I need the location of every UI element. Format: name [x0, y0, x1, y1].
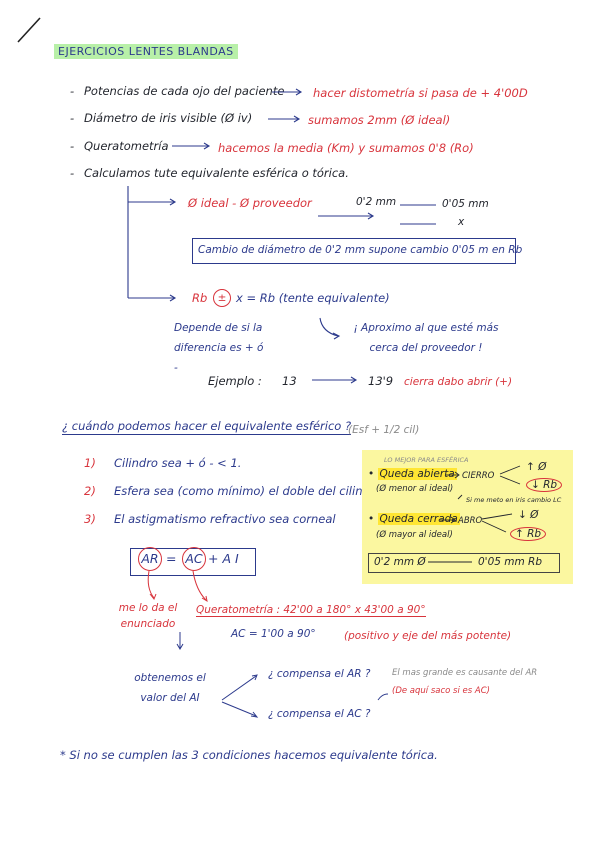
astig-ac-line: AC = 1'00 a 90°	[231, 628, 316, 640]
ratio-top-right: 0'05 mm	[442, 198, 489, 210]
diameter-formula: Ø ideal - Ø proveedor	[188, 196, 312, 210]
astig-ac-note: (positivo y eje del más potente)	[344, 630, 512, 642]
ratio-top-left: 0'2 mm	[356, 196, 397, 208]
note-open-sub: (Ø menor al ideal)	[376, 484, 454, 494]
condition-number: 2)	[84, 484, 96, 498]
note-open-hint: Si me meto en iris cambio LC	[466, 496, 562, 504]
example-label: Ejemplo :	[208, 374, 262, 388]
condition-number: 1)	[84, 456, 96, 470]
bullet-dash: -	[70, 139, 75, 153]
ratio-x: x	[458, 216, 465, 228]
bullet-queratometria: Queratometría	[84, 139, 169, 153]
astig-ar: AR	[138, 547, 162, 571]
page-title: EJERCICIOS LENTES BLANDAS	[54, 44, 238, 59]
example-note: cierra dabo abrir (+)	[404, 376, 513, 388]
note-open-rb: ↓ Rb	[526, 478, 562, 492]
bullet-potencias-result: hacer distometría si pasa de + 4'00D	[313, 86, 528, 100]
note-open-up: ↑ Ø	[526, 461, 547, 473]
bullet-diametro-result: sumamos 2mm (Ø ideal)	[308, 113, 451, 127]
astig-question-ac: ¿ compensa el AC ?	[268, 708, 371, 720]
astig-plus-ai: + A I	[208, 551, 239, 566]
note-closed-rb: ↑ Rb	[510, 527, 546, 541]
note-closed-highlight: Queda cerrada	[379, 513, 458, 525]
rb-formula-left: Rb	[192, 291, 208, 305]
rb-formula-right: x = Rb (tente equivalente)	[236, 291, 390, 305]
note-closed-sub: (Ø mayor al ideal)	[376, 530, 453, 540]
rb-approx-note: ¡ Aproximo al que esté más cerca del proveedor !	[353, 322, 499, 354]
bullet-dash: -	[70, 166, 75, 180]
note-ratio-left: 0'2 mm Ø	[374, 556, 426, 568]
astig-saco-note: (De aquí saco si es AC)	[392, 686, 490, 696]
note-header: LO MEJOR PARA ESFÉRICA	[384, 456, 469, 464]
astig-kerato-label	[196, 604, 426, 616]
astig-question-ar: ¿ compensa el AR ?	[268, 668, 371, 680]
example-from: 13	[282, 374, 297, 388]
footer-note: * Si no se cumplen las 3 condiciones hacemos equivalente tórica.	[60, 748, 438, 762]
question-aside: (Esf + 1/2 cil)	[348, 424, 420, 436]
note-open-highlight: Queda abierta	[379, 468, 455, 480]
astig-obtain: obtenemos el valor del AI	[134, 672, 206, 704]
bullet-dash: -	[70, 84, 75, 98]
bullet-queratometria-result: hacemos la media (Km) y sumamos 0'8 (Ro)	[218, 141, 474, 155]
condition-number: 3)	[84, 512, 96, 526]
diameter-rule-text: Cambio de diámetro de 0'2 mm supone cambio 0'05 m en Rb	[198, 244, 523, 256]
question-heading: ¿ cuándo podemos hacer el equivalente esférico ?	[62, 419, 352, 433]
bullet-potencias: Potencias de cada ojo del paciente	[84, 84, 285, 98]
astig-kerato-text: Queratometría : 42'00 a 180° x 43'00 a 90°	[196, 604, 426, 616]
astig-me-lo-da: me lo da el enunciado	[118, 602, 178, 630]
condition-text: Cilindro sea + ó - < 1.	[114, 456, 242, 470]
rb-depends-note: Depende de si la diferencia es + ó -	[174, 322, 264, 374]
note-closed-up: ↓ Ø	[518, 509, 539, 521]
bullet-diametro: Diámetro de iris visible (Ø iv)	[84, 111, 253, 125]
condition-text: El astigmatismo refractivo sea corneal	[114, 512, 336, 526]
astig-mayor-note: El mas grande es causante del AR	[392, 668, 538, 678]
astig-ac: AC	[182, 547, 206, 571]
note-closed-action: ABRO	[458, 516, 483, 526]
bullet-calculamos: Calculamos tute equivalente esférica o tórica.	[84, 166, 349, 180]
note-open-action: CIERRO	[462, 471, 495, 481]
condition-text: Esfera sea (como mínimo) el doble del cilin	[114, 484, 363, 498]
astig-eq: =	[166, 551, 177, 566]
note-ratio-right: 0'05 mm Rb	[478, 556, 543, 568]
example-to: 13'9	[368, 374, 394, 388]
rb-sign-circle: ±	[213, 289, 231, 307]
note-closed-label: • Queda cerrada	[368, 513, 458, 525]
bullet-dash: -	[70, 111, 75, 125]
note-open-label: • Queda abierta	[368, 468, 455, 480]
